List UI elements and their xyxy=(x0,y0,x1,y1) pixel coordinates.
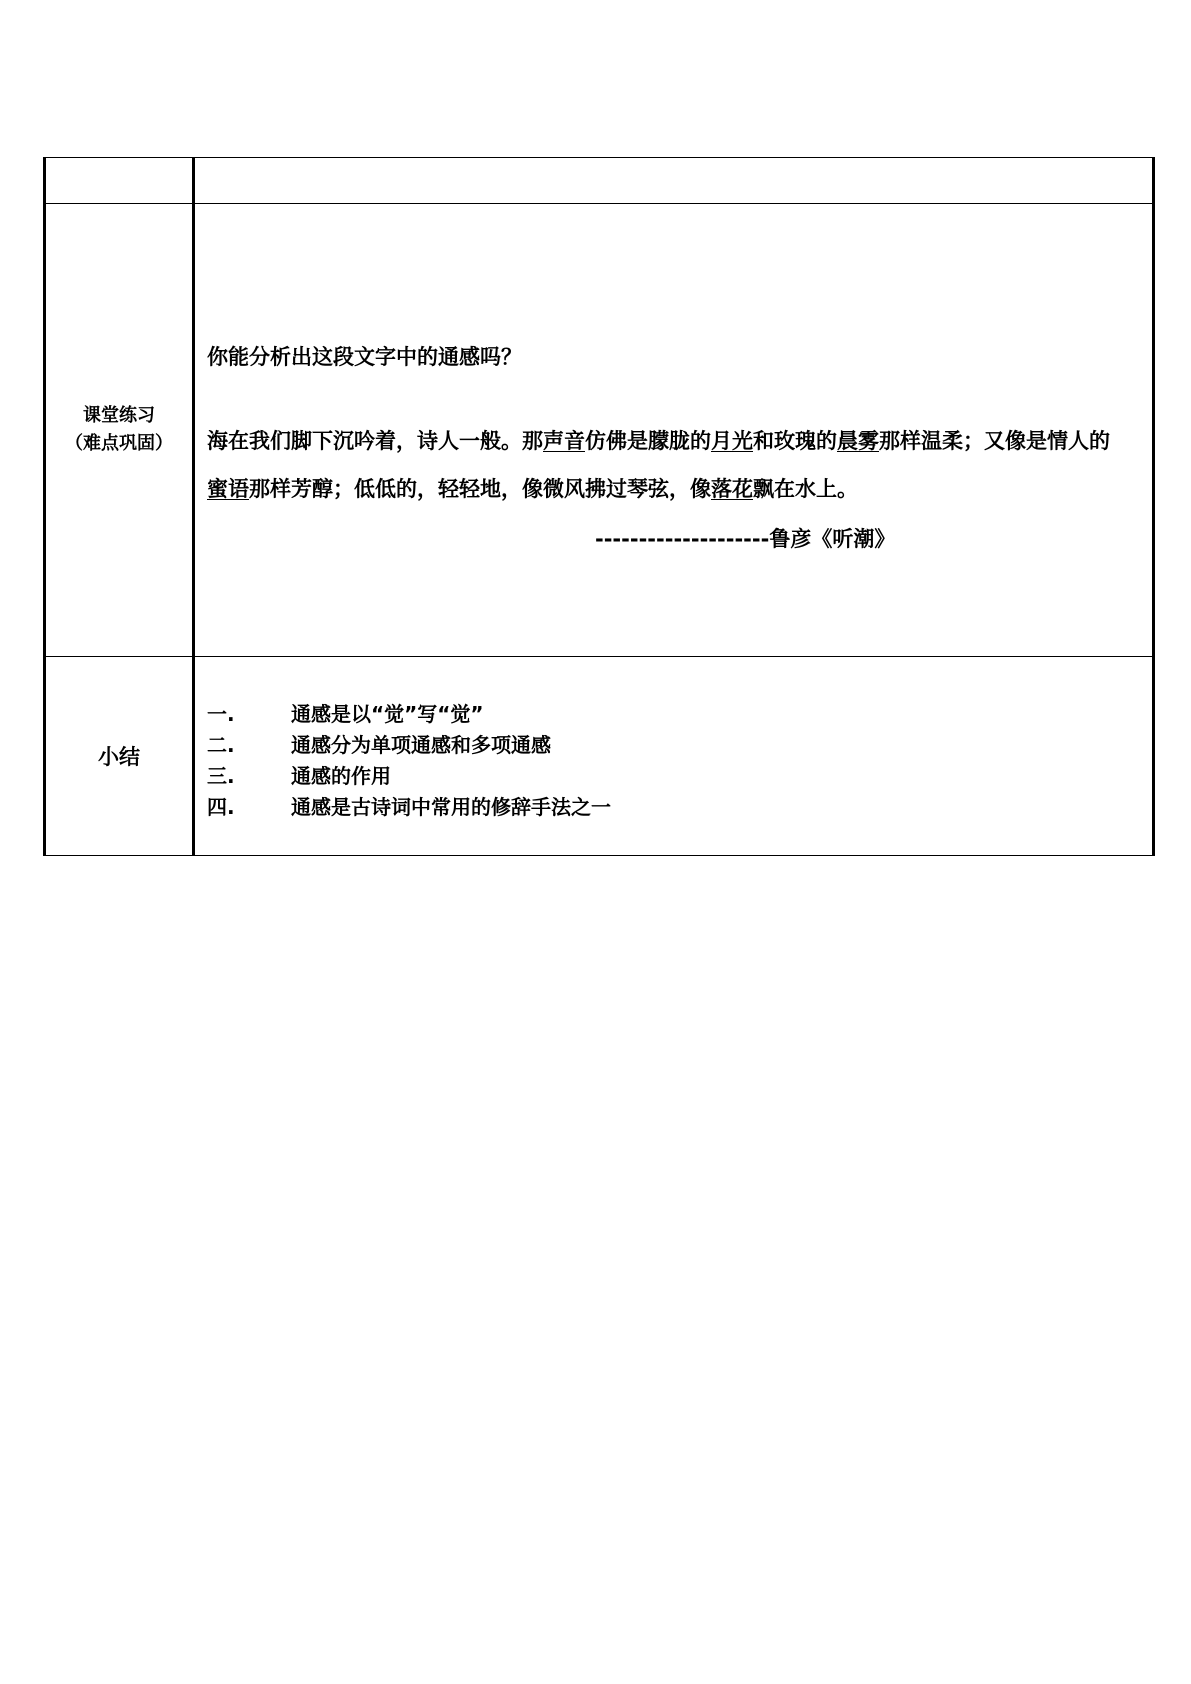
header-label-cell xyxy=(45,158,194,204)
list-item-text: 通感是以“觉”写“觉” xyxy=(291,702,484,726)
passage-underlined-word: 晨雾 xyxy=(837,429,879,453)
passage-text: 飘在水上。 xyxy=(753,477,858,501)
list-item-text: 通感分为单项通感和多项通感 xyxy=(291,733,551,757)
passage-text: 海在我们脚下沉吟着，诗人一般。那 xyxy=(207,429,543,453)
lesson-table xyxy=(43,157,1155,856)
summary-label-cell xyxy=(45,657,194,856)
practice-passage xyxy=(207,417,1127,513)
table-row-header xyxy=(45,158,1154,204)
list-item xyxy=(207,761,611,792)
passage-text: 和玫瑰的 xyxy=(753,429,837,453)
list-item xyxy=(207,699,611,730)
practice-sublabel: （难点巩固） xyxy=(65,433,173,454)
passage-attribution: --------------------鲁彦《听潮》 xyxy=(595,527,896,551)
practice-label-cell xyxy=(45,204,194,657)
summary-label: 小结 xyxy=(98,745,140,769)
list-item xyxy=(207,792,611,823)
table-row-summary xyxy=(45,657,1154,856)
passage-underlined-word: 蜜语 xyxy=(207,477,249,501)
list-item-number: 二. xyxy=(207,733,235,757)
summary-list xyxy=(207,699,611,823)
passage-underlined-word: 落花 xyxy=(711,477,753,501)
passage-text: 仿佛是朦胧的 xyxy=(585,429,711,453)
practice-question: 你能分析出这段文字中的通感吗？ xyxy=(207,345,522,369)
list-item-number: 一. xyxy=(207,702,235,726)
list-item-text: 通感的作用 xyxy=(291,764,391,788)
practice-content-cell xyxy=(194,204,1154,657)
list-item-number: 三. xyxy=(207,764,235,788)
passage-underlined-word: 月光 xyxy=(711,429,753,453)
passage-text: 那样温柔；又像是情人的 xyxy=(879,429,1110,453)
passage-text: 那样芳醇；低低的，轻轻地，像微风拂过琴弦，像 xyxy=(249,477,711,501)
list-item-number: 四. xyxy=(207,795,235,819)
header-content-cell xyxy=(194,158,1154,204)
practice-label: 课堂练习 xyxy=(83,405,155,426)
passage-underlined-word: 声音 xyxy=(543,429,585,453)
table-row-practice xyxy=(45,204,1154,657)
summary-content-cell xyxy=(194,657,1154,856)
list-item xyxy=(207,730,611,761)
list-item-text: 通感是古诗词中常用的修辞手法之一 xyxy=(291,795,611,819)
